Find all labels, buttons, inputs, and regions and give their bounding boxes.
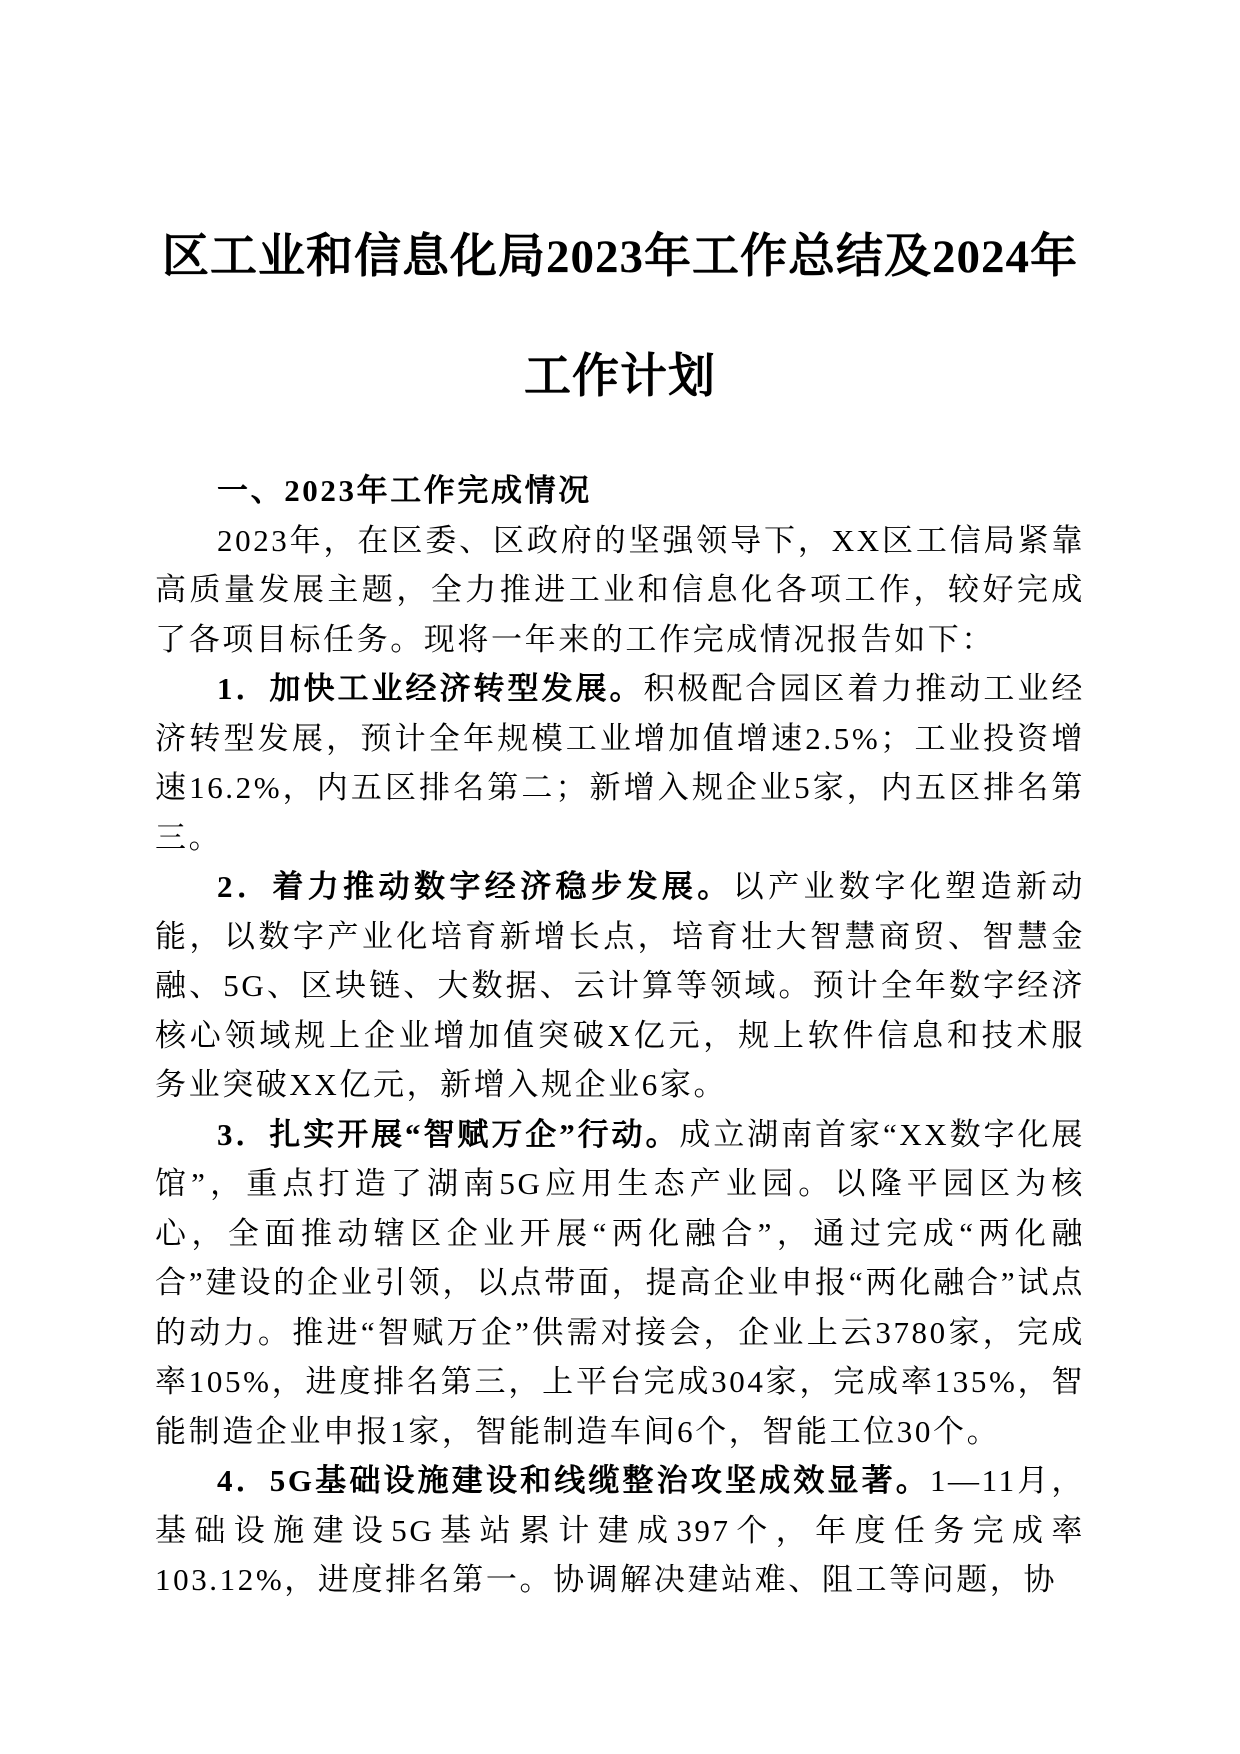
item-1-text: 积极配合园区着力推动工业经济转型发展，预计全年规模工业增加值增速2.5%；工业投资增速16.2%，内五区排名第二；新增入规企业5家，内五区排名第三。 xyxy=(155,671,1085,855)
document-title-line-2: 工作计划 xyxy=(524,351,716,403)
item-paragraph-2 xyxy=(155,862,1085,1110)
item-2-lead: 2．着力推动数字经济稳步发展。 xyxy=(217,869,733,904)
item-paragraph-1 xyxy=(155,664,1085,862)
item-paragraph-4 xyxy=(155,1456,1085,1605)
section-heading: 一、2023年工作完成情况 xyxy=(217,473,592,508)
item-3-lead: 3．扎实开展“智赋万企”行动。 xyxy=(217,1116,680,1152)
document-body xyxy=(155,466,1085,1605)
item-4-lead: 4．5G基础设施建设和线缆整治攻坚成效显著。 xyxy=(217,1463,930,1498)
item-3-text: 成立湖南首家“XX数字化展馆”，重点打造了湖南5G应用生态产业园。以隆平园区为核心，全面推动辖区企业开展“两化融合”，通过完成“两化融合”建设的企业引领，以点带面，提高企业申报“两化融合”试点的动力。推进“智赋万企”供需对接会，企业上云3780家，完成率105%，进度排名第三，上平台完成304家，完成率135%，智能制造企业申报1家，智能制造车间6个，智能工位30个。 xyxy=(155,1116,1086,1449)
item-1-lead: 1．加快工业经济转型发展。 xyxy=(217,671,644,706)
intro-paragraph: 2023年，在区委、区政府的坚强领导下，XX区工信局紧靠高质量发展主题，全力推进工业和信息化各项工作，较好完成了各项目标任务。现将一年来的工作完成情况报告如下： xyxy=(155,522,1085,657)
item-2-text: 以产业数字化塑造新动能，以数字产业化培育新增长点，培育壮大智慧商贸、智慧金融、5G、区块链、大数据、云计算等领域。预计全年数字经济核心领域规上企业增加值突破X亿元，规上软件信息和技术服务业突破XX亿元，新增入规企业6家。 xyxy=(155,869,1085,1102)
document-title-line-1: 区工业和信息化局2023年工作总结及2024年 xyxy=(162,231,1078,283)
item-4-text: 1—11月，基础设施建设5G基站累计建成397个，年度任务完成率103.12%，进度排名第一。协调解决建站难、阻工等问题，协 xyxy=(155,1463,1086,1597)
document-page xyxy=(155,0,1085,1754)
item-paragraph-3 xyxy=(155,1110,1085,1457)
